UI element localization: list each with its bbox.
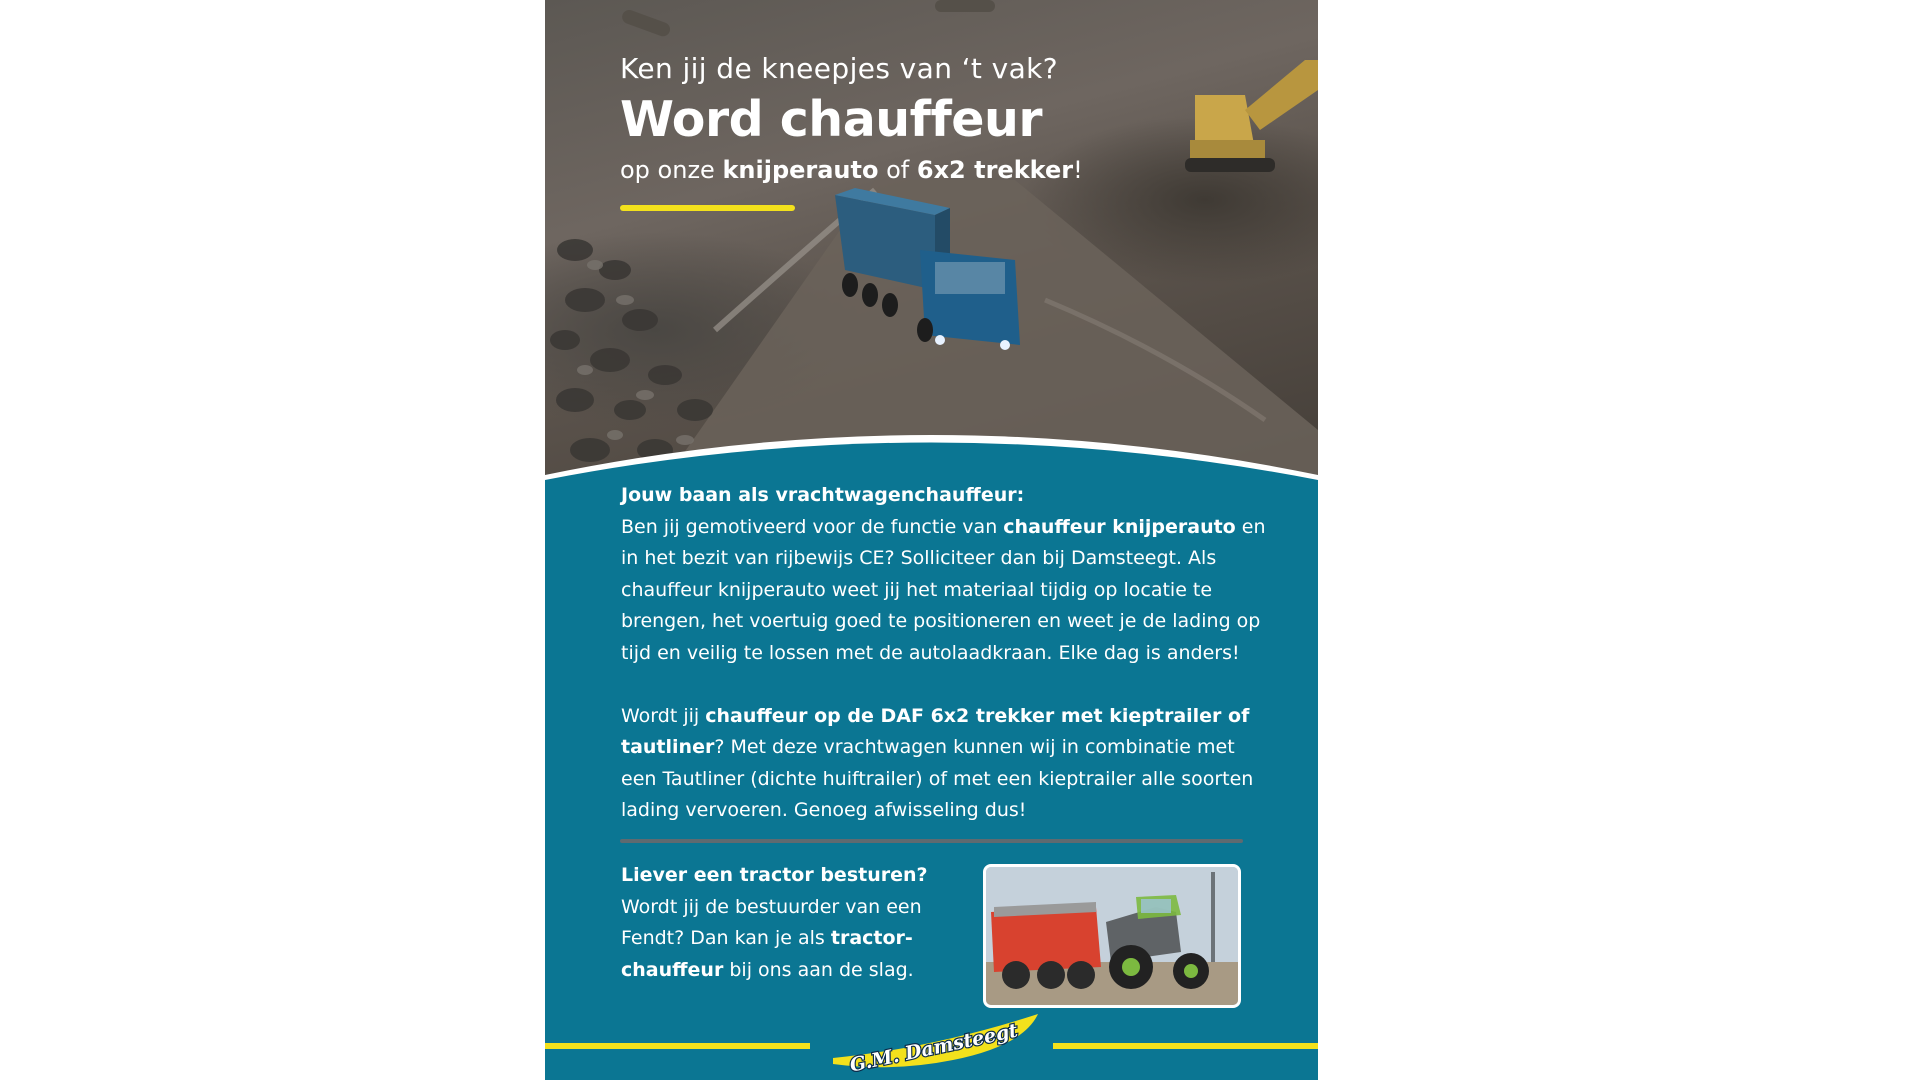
section-divider [620, 839, 1243, 843]
logo-line-right [1053, 1043, 1318, 1049]
job-p1-b: en in het bezit van rijbewijs CE? Solliciteer dan bij Damsteegt. Als chauffeur knijperauto weet jij het materiaal tijdig op locatie te brengen, het voertuig goed te positioneren en weet je de lading op tijd en veilig te lossen met de autolaadkraan. Elke dag is anders! [621, 515, 1266, 664]
company-logo [823, 1008, 1048, 1080]
tractor-text-bold: tractor-chauffeur [621, 927, 913, 981]
hero-sub-2: of [878, 156, 917, 184]
job-description [621, 480, 1266, 827]
hero-subhead [620, 156, 1083, 184]
accent-bar [620, 205, 795, 211]
job-p1-a: Ben jij gemotiveerd voor de functie van [621, 515, 1004, 538]
job-p2-a: Wordt jij [621, 704, 706, 727]
tractor-text-b: bij ons aan de slag. [723, 958, 914, 981]
tractor-section [621, 860, 951, 986]
job-title: Jouw baan als vrachtwagenchauffeur: [621, 484, 1025, 506]
job-flyer [545, 0, 1318, 1080]
job-p1-bold: chauffeur knijperauto [1003, 515, 1236, 538]
hero-headline: Word chauffeur [620, 91, 1043, 148]
job-paragraph-2 [621, 701, 1266, 827]
excavator-icon [1185, 60, 1318, 172]
hero-photo [545, 0, 1318, 480]
hero-sub-3: ! [1073, 156, 1083, 184]
tractor-icon [986, 867, 1238, 1005]
tractor-photo [983, 864, 1241, 1008]
hero-sub-bold-1: knijperauto [722, 156, 879, 184]
logo-text: G.M. Damsteegt [847, 1019, 1020, 1077]
job-paragraph-1 [621, 512, 1266, 670]
hero-sub-1: op onze [620, 156, 723, 184]
logo-line-left [545, 1043, 810, 1049]
tractor-title: Liever een tractor besturen? [621, 864, 928, 886]
hero-text [620, 52, 1083, 184]
tractor-paragraph [621, 892, 951, 987]
job-p2-b: ? Met deze vrachtwagen kunnen wij in combinatie met een Tautliner (dichte huiftrailer) of met een kieptrailer alle soorten lading vervoeren. Genoeg afwisseling dus! [621, 736, 1254, 821]
tractor-text-a: Wordt jij de bestuurder van een Fendt? Dan kan je als [621, 895, 922, 949]
job-p2-bold: chauffeur op de DAF 6x2 trekker met kieptrailer of tautliner [621, 704, 1250, 758]
hero-kicker: Ken jij de kneepjes van ‘t vak? [620, 52, 1059, 85]
hero-sub-bold-2: 6x2 trekker [916, 156, 1074, 184]
